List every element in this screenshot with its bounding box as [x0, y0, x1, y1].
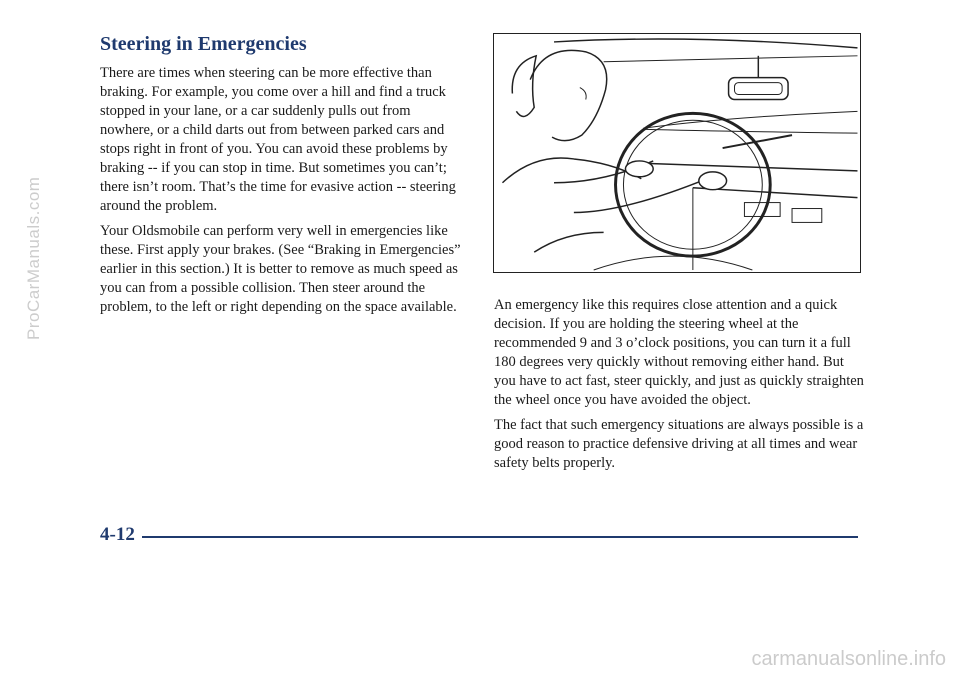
left-column — [100, 64, 466, 323]
bottom-watermark: carmanualsonline.info — [751, 648, 946, 670]
footer-rule — [142, 536, 858, 538]
right-column — [494, 296, 866, 479]
page-number: 4-12 — [100, 524, 135, 545]
left-paragraph-1: There are times when steering can be more effective than braking. For example, you come over a hill and find a truck stopped in your lane, or a car suddenly pulls out from nowhere, or a child darts out from between parked cars and stops right in front of you. You can avoid these problems by braking -- if you can stop in time. But sometimes you can’t; there isn’t room. That’s the time for evasive action -- steering around the problem. — [100, 65, 456, 214]
page-title: Steering in Emergencies — [100, 33, 307, 55]
right-paragraph-1: An emergency like this requires close attention and a quick decision. If you are holding the steering wheel at the recommended 9 and 3 o’clock positions, you can turn it a full 180 degrees very quickly without removing either hand. But you have to act fast, steer quickly, and just as quickly straighten the wheel once you have avoided the object. — [494, 297, 864, 408]
side-watermark: ProCarManuals.com — [24, 176, 43, 340]
driver-steering-icon — [494, 34, 860, 272]
right-paragraph-2: The fact that such emergency situations are always possible is a good reason to practice defensive driving at all times and wear safety belts properly. — [494, 417, 864, 471]
driver-steering-illustration — [493, 33, 861, 273]
left-paragraph-2: Your Oldsmobile can perform very well in emergencies like these. First apply your brakes. (See “Braking in Emergencies” earlier in this section.) It is better to remove as much speed as you can from a possible collision. Then steer around the problem, to the left or right depending on the space available. — [100, 223, 461, 315]
